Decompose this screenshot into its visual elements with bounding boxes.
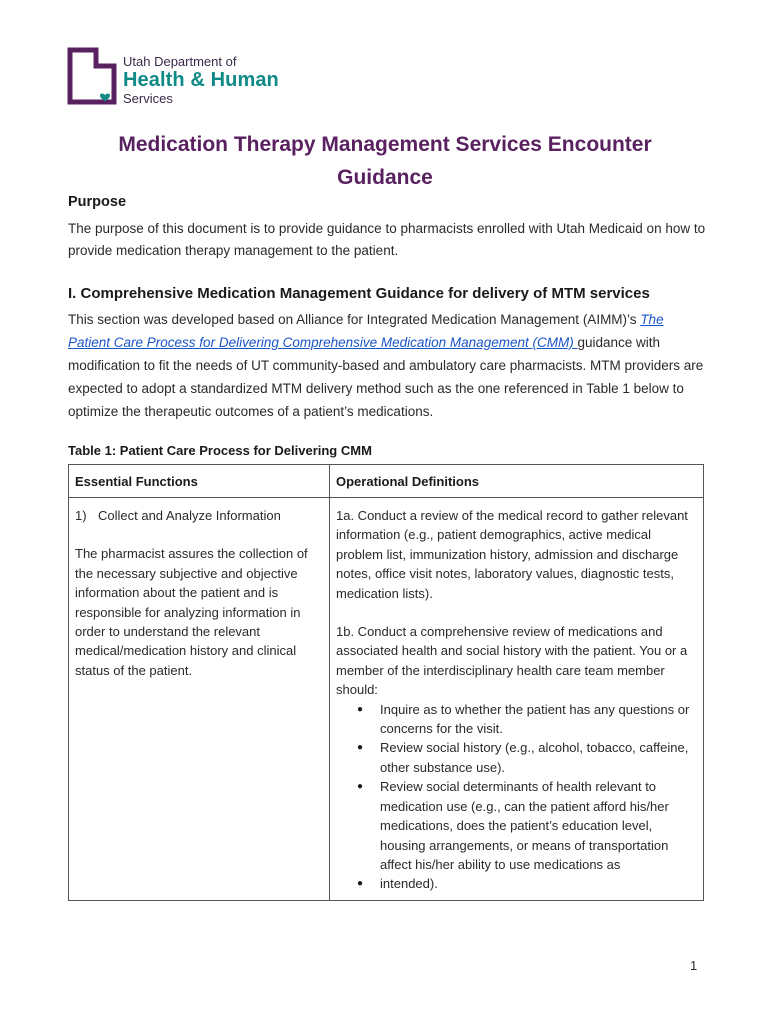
logo-wordmark (123, 55, 279, 107)
patient-care-process-table (68, 464, 704, 901)
list-item: ● Review social determinants of health relevant to medication use (e.g., can the patient afford his/her medications, does the patient’s education level, housing arrangements, or means of transportation affect his/her ability to use medications as (380, 777, 697, 874)
cmm-guidance-link[interactable]: The Patient Care Process for Delivering Comprehensive Medication Management (CMM) (68, 312, 664, 350)
list-item: ● Inquire as to whether the patient has any questions or concerns for the visit. (380, 700, 697, 739)
table-caption: Table 1: Patient Care Process for Delivering CMM (68, 443, 372, 458)
udhhs-logo (66, 46, 306, 108)
utah-state-shape-logo-icon (66, 46, 118, 106)
operational-definition-cell (330, 498, 704, 901)
step-title: Collect and Analyze Information (98, 508, 281, 523)
list-item: ● intended). (380, 874, 697, 893)
essential-function-cell (69, 498, 330, 901)
section-1-text-before-link: This section was developed based on Alliance for Integrated Medication Management (AIMM)’s (68, 312, 641, 327)
purpose-heading: Purpose (68, 194, 127, 210)
logo-line-3: Services (123, 91, 173, 106)
section-1-heading: I. Comprehensive Medication Management Guidance for delivery of MTM services (68, 285, 650, 302)
column-header-operational-definitions: Operational Definitions (330, 465, 704, 498)
logo-line-1: Utah Department of (123, 54, 237, 69)
section-1-text-after-link: guidance with modification to fit the needs of UT community-based and ambulatory care pharmacists. MTM providers are expected to adopt a standardized MTM delivery method such as the one referenced in Table 1 below to optimize the therapeutic outcomes of a patient’s medications. (68, 335, 704, 419)
table-row (69, 498, 704, 901)
step-description: The pharmacist assures the collection of the necessary subjective and objective information about the patient and is responsible for analyzing information in order to understand the relevant medical/medication history and clinical status of the patient. (75, 546, 308, 678)
page-number: 1 (690, 958, 698, 973)
definition-1a: 1a. Conduct a review of the medical record to gather relevant information (e.g., patient demographics, active medical problem list, immunization history, admission and discharge notes, office visit notes, laboratory values, diagnostic tests, medication lists). (336, 508, 688, 601)
purpose-text: The purpose of this document is to provide guidance to pharmacists enrolled with Utah Medicaid on how to provide medication therapy management to the patient. (68, 221, 706, 258)
step-number: 1) (75, 508, 87, 523)
definition-1b-bullets (336, 700, 697, 894)
section-1-text (68, 308, 708, 423)
logo-line-2: Health & Human (123, 69, 279, 91)
column-header-essential-functions: Essential Functions (69, 465, 330, 498)
step-heading (75, 506, 323, 525)
document-title: Medication Therapy Management Services Encounter Guidance (118, 133, 652, 189)
table-header-row (69, 465, 704, 498)
definition-1b: 1b. Conduct a comprehensive review of medications and associated health and social history with the patient. You or a member of the interdisciplinary health care team member should: (336, 624, 688, 698)
list-item: ● Review social history (e.g., alcohol, tobacco, caffeine, other substance use). (380, 738, 697, 777)
